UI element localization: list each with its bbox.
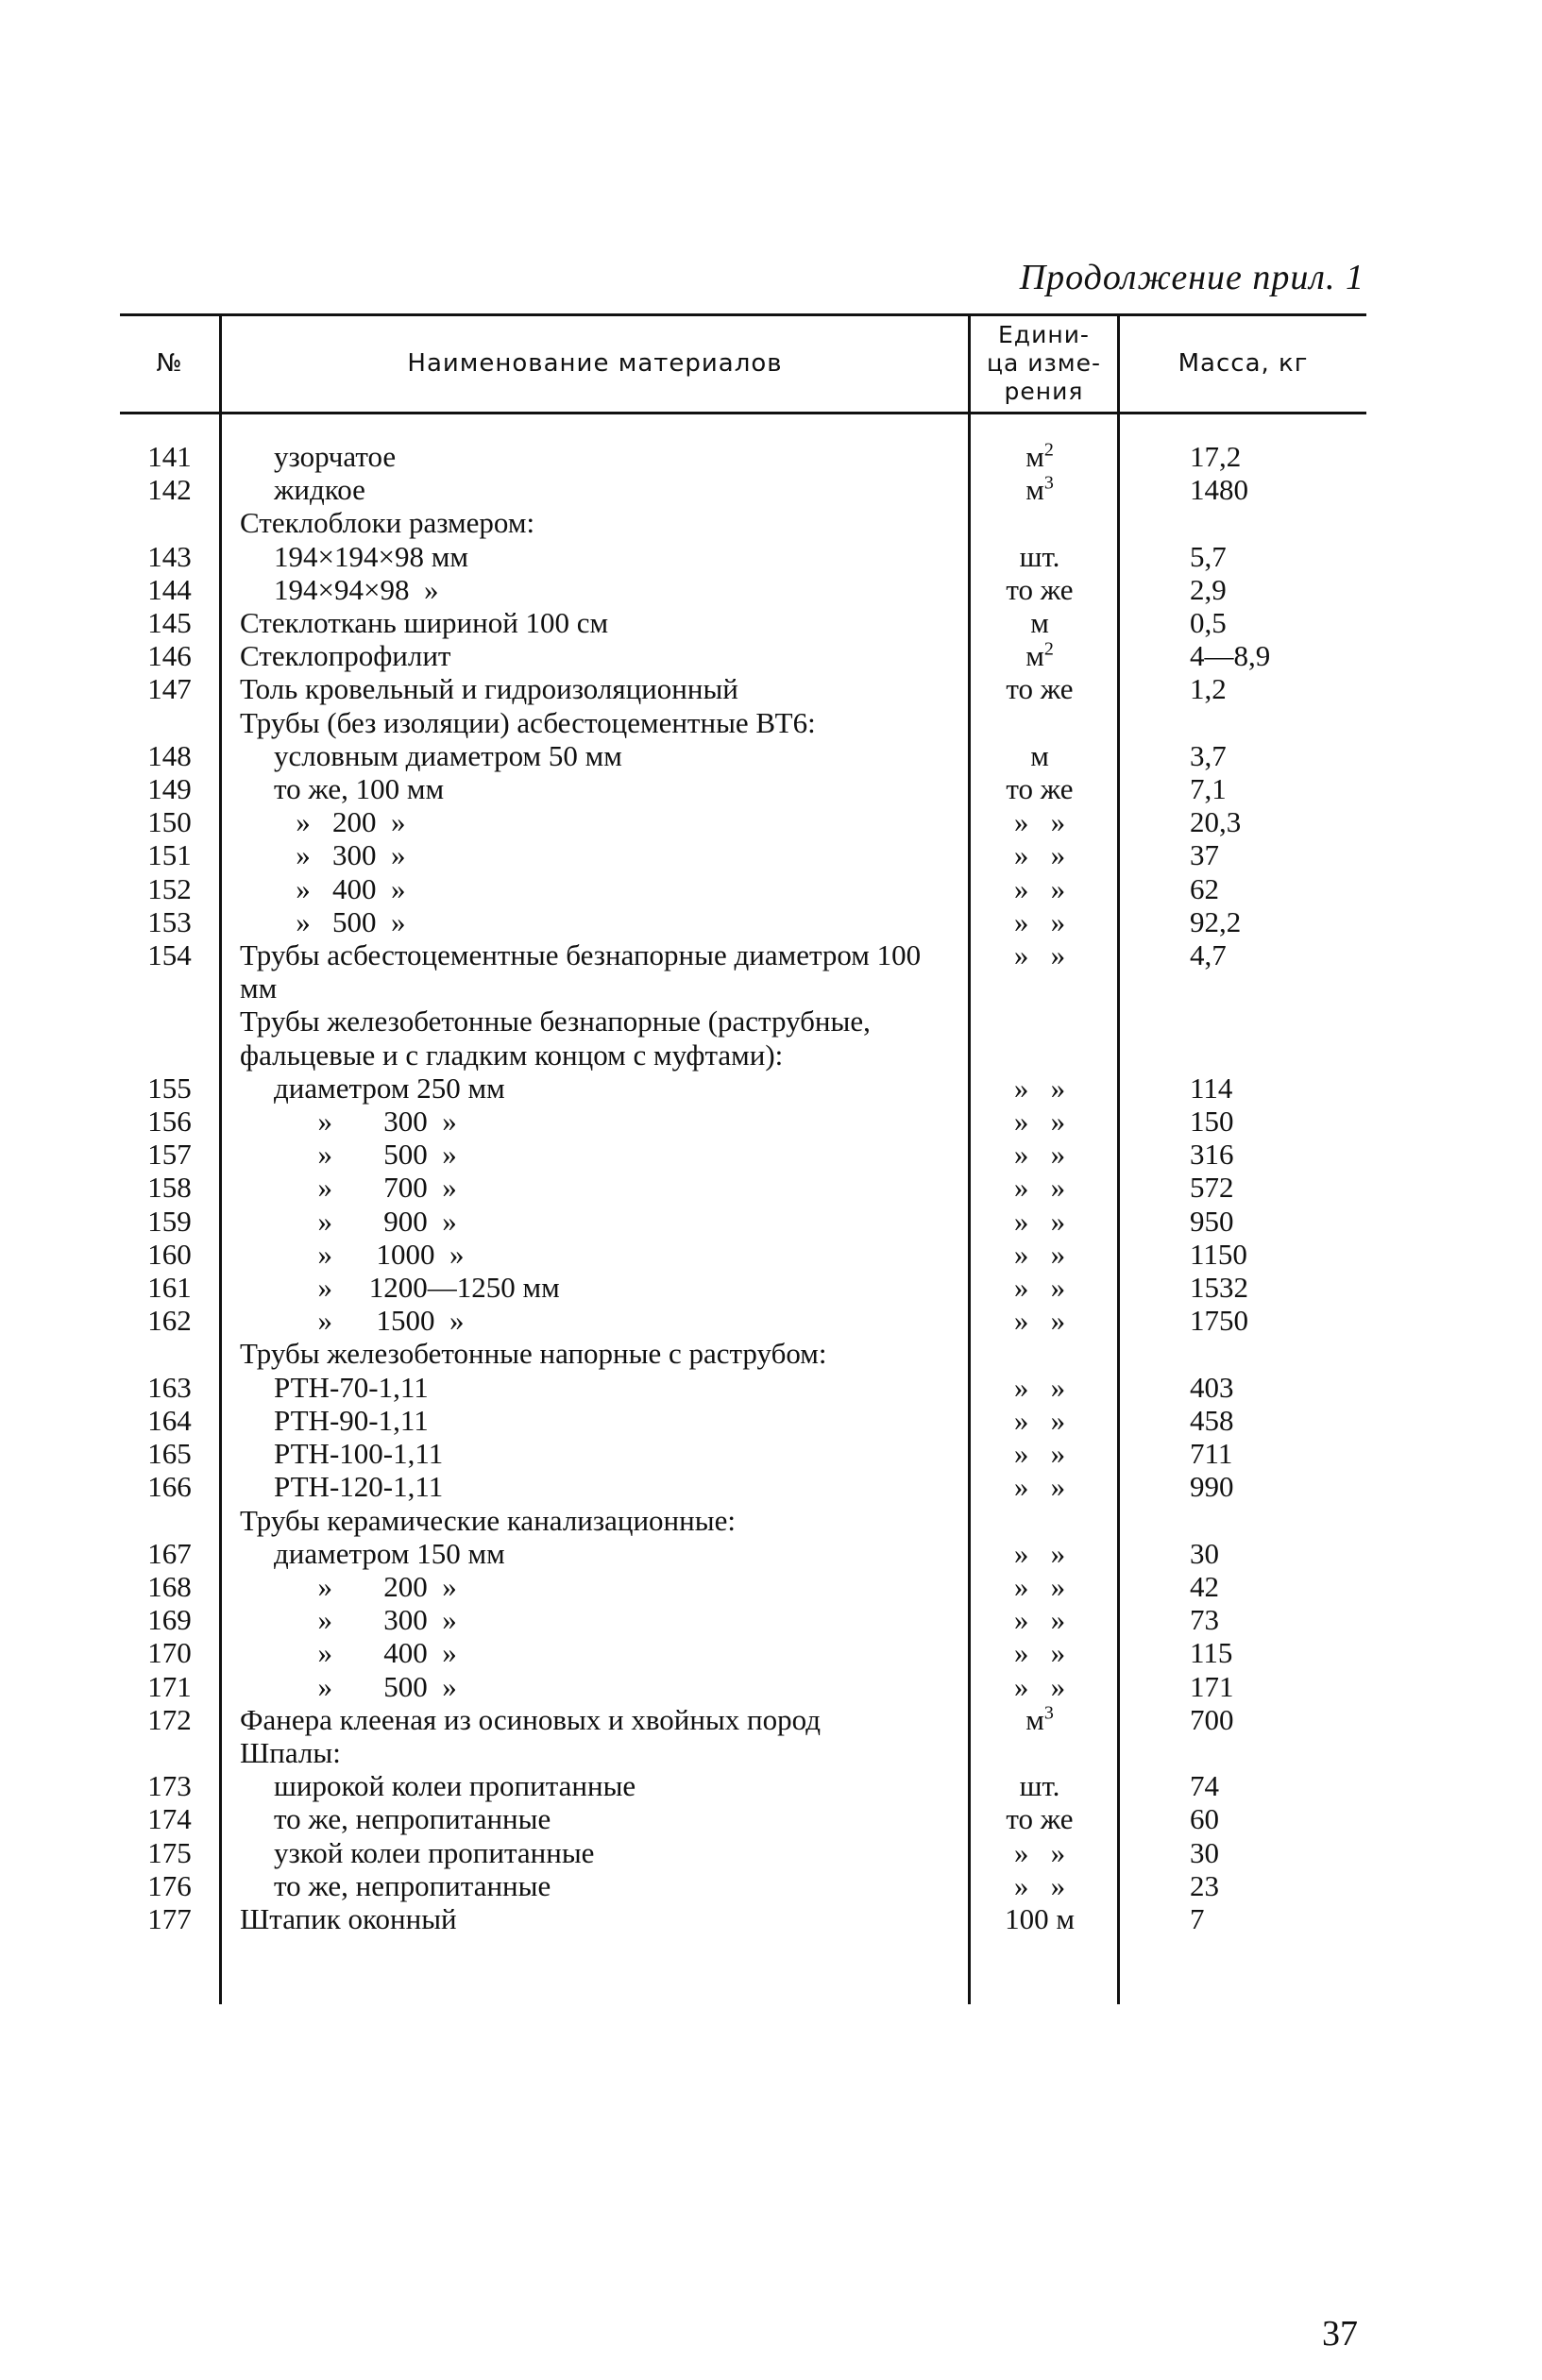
row-unit-text: » » [1013, 1603, 1066, 1637]
row-material-name: » 400 » [274, 871, 406, 905]
row-unit-text: » » [1013, 1105, 1066, 1139]
row-number: 157 [147, 1138, 192, 1172]
row-mass: 171 [1190, 1669, 1234, 1703]
table-row [120, 905, 1366, 938]
row-unit-text: шт. [1019, 1769, 1060, 1803]
row-number: 163 [147, 1370, 192, 1404]
row-material-name: Трубы керамические канализационные: [240, 1503, 736, 1537]
row-number: 158 [147, 1171, 192, 1205]
row-unit-exponent: 3 [1043, 472, 1054, 494]
row-number: 173 [147, 1769, 192, 1803]
row-number: 171 [147, 1669, 192, 1703]
table-row [120, 872, 1366, 905]
row-unit [965, 1603, 1114, 1636]
row-unit [965, 838, 1114, 871]
table-row [120, 938, 1366, 1004]
table-row [120, 1769, 1366, 1802]
row-number: 159 [147, 1204, 192, 1238]
row-unit-text: м [1025, 440, 1044, 473]
row-unit-text: » » [1013, 1470, 1066, 1504]
row-number: 150 [147, 805, 192, 839]
row-unit-text: » » [1013, 805, 1066, 839]
table-row [120, 1869, 1366, 1902]
table-row [120, 1670, 1366, 1703]
row-number: 177 [147, 1901, 192, 1935]
table-row [120, 739, 1366, 772]
row-unit-text: » » [1013, 1370, 1066, 1404]
row-material-name: » 300 » [274, 1603, 457, 1637]
row-material-name: РТН-70-1,11 [274, 1370, 429, 1404]
header-unit-line: ца изме- [986, 349, 1102, 377]
row-mass: 114 [1190, 1071, 1233, 1105]
row-material-name: узкой колеи пропитанные [274, 1835, 595, 1869]
row-material-name: » 300 » [274, 1105, 457, 1139]
row-unit-text: то же [1006, 1802, 1074, 1836]
row-number: 153 [147, 904, 192, 938]
row-mass: 23 [1190, 1868, 1219, 1902]
row-number: 151 [147, 838, 192, 872]
row-material-name: Стеклопрофилит [240, 639, 451, 673]
row-mass: 990 [1190, 1470, 1234, 1504]
table-row [120, 1570, 1366, 1603]
row-mass: 403 [1190, 1370, 1234, 1404]
row-unit-text: » » [1013, 1835, 1066, 1869]
row-unit [965, 1769, 1114, 1802]
row-material-name: 194×194×98 мм [274, 539, 468, 573]
row-unit [965, 672, 1114, 705]
header-number: № [156, 349, 183, 378]
table-row [120, 1105, 1366, 1138]
row-mass: 1750 [1190, 1304, 1248, 1338]
table-row [120, 706, 1366, 739]
row-unit [965, 573, 1114, 606]
row-material-name: » 300 » [274, 838, 406, 872]
row-number: 154 [147, 938, 192, 972]
row-unit [965, 772, 1114, 805]
row-unit [965, 805, 1114, 838]
row-mass: 1,2 [1190, 672, 1227, 706]
table-row [120, 1703, 1366, 1736]
row-unit [965, 1371, 1114, 1404]
row-material-name: » 1000 » [274, 1237, 465, 1271]
row-unit-text: » » [1013, 1304, 1066, 1338]
row-material-name: РТН-100-1,11 [274, 1437, 444, 1471]
row-material-name: » 200 » [274, 1569, 457, 1603]
row-number: 152 [147, 871, 192, 905]
row-unit-text: » » [1013, 1669, 1066, 1703]
row-number: 166 [147, 1470, 192, 1504]
table-row [120, 1171, 1366, 1204]
row-material-name: » 1200—1250 мм [274, 1271, 560, 1305]
row-number: 170 [147, 1636, 192, 1670]
table-body [120, 440, 1366, 1935]
table-row [120, 1603, 1366, 1636]
row-material-name: 194×94×98 » [274, 572, 439, 606]
header-unit [971, 315, 1117, 412]
row-unit-text: » » [1013, 1271, 1066, 1305]
row-unit-text: » » [1013, 1636, 1066, 1670]
row-material-name: узорчатое [274, 440, 397, 473]
row-mass: 458 [1190, 1403, 1234, 1437]
row-unit-exponent: 2 [1043, 638, 1054, 660]
row-material-name: » 500 » [274, 1138, 457, 1172]
row-number: 172 [147, 1702, 192, 1736]
row-number: 147 [147, 672, 192, 706]
row-unit [965, 872, 1114, 905]
table-row [120, 1736, 1366, 1769]
row-unit-text: » » [1013, 938, 1066, 972]
table-row [120, 672, 1366, 705]
row-number: 148 [147, 738, 192, 772]
row-number: 169 [147, 1603, 192, 1637]
row-material-name: Стеклоблоки размером: [240, 506, 535, 540]
row-unit-text: » » [1013, 1071, 1066, 1105]
row-material-name: РТН-90-1,11 [274, 1403, 429, 1437]
row-unit [965, 1404, 1114, 1437]
table-row [120, 1836, 1366, 1869]
row-unit [965, 1802, 1114, 1835]
table-row [120, 1238, 1366, 1271]
row-mass: 4,7 [1190, 938, 1227, 972]
row-mass: 950 [1190, 1204, 1234, 1238]
row-number: 143 [147, 539, 192, 573]
row-material-name: Стеклоткань шириной 100 см [240, 606, 609, 640]
row-material-name: » 700 » [274, 1171, 457, 1205]
row-material-name: Шпалы: [240, 1735, 341, 1769]
row-unit [965, 1470, 1114, 1503]
row-unit [965, 1171, 1114, 1204]
row-unit [965, 1437, 1114, 1470]
row-unit [965, 1902, 1114, 1935]
page-number: 37 [1322, 2314, 1358, 2354]
row-unit [965, 1670, 1114, 1703]
table-row [120, 1004, 1366, 1071]
table-row [120, 1404, 1366, 1437]
row-unit-text: » » [1013, 838, 1066, 872]
row-mass: 3,7 [1190, 738, 1227, 772]
row-material-name: диаметром 250 мм [274, 1071, 505, 1105]
row-material-name: Трубы (без изоляции) асбестоцементные ВТ6: [240, 705, 816, 739]
table-row [120, 473, 1366, 506]
row-unit-text: м [1025, 473, 1044, 507]
row-unit-text: » » [1013, 1536, 1066, 1570]
row-unit-text: » » [1013, 1237, 1066, 1271]
row-unit [965, 1138, 1114, 1171]
row-unit-exponent: 2 [1043, 439, 1054, 461]
table-row [120, 1072, 1366, 1105]
row-number: 156 [147, 1105, 192, 1139]
row-material-name: жидкое [274, 473, 365, 507]
table-caption: Продолжение прил. 1 [1019, 258, 1364, 297]
table-row [120, 540, 1366, 573]
row-mass: 316 [1190, 1138, 1234, 1172]
row-material-name: РТН-120-1,11 [274, 1470, 444, 1504]
row-material-name: Фанера клееная из осиновых и хвойных пород [240, 1702, 822, 1736]
row-unit [965, 1636, 1114, 1669]
row-material-name: Штапик оконный [240, 1901, 457, 1935]
table-row [120, 805, 1366, 838]
row-unit-text: » » [1013, 1569, 1066, 1603]
table-row [120, 1902, 1366, 1935]
row-unit-text: м [1025, 639, 1044, 673]
row-unit [965, 1836, 1114, 1869]
table-row [120, 506, 1366, 539]
row-mass: 711 [1190, 1437, 1233, 1471]
row-unit-text: » » [1013, 1403, 1066, 1437]
header-bottom-rule [120, 412, 1366, 414]
row-material-name: то же, 100 мм [274, 772, 445, 806]
table-row [120, 1205, 1366, 1238]
row-unit [965, 1570, 1114, 1603]
row-material-name: то же, непропитанные [274, 1868, 551, 1902]
row-mass: 73 [1190, 1603, 1219, 1637]
row-material-name: широкой колеи пропитанные [274, 1769, 636, 1803]
row-number: 162 [147, 1304, 192, 1338]
row-mass: 5,7 [1190, 539, 1227, 573]
row-number: 174 [147, 1802, 192, 1836]
table-row [120, 1337, 1366, 1370]
row-mass: 0,5 [1190, 606, 1227, 640]
row-mass: 60 [1190, 1802, 1219, 1836]
row-unit [965, 1238, 1114, 1271]
row-material-name: » 500 » [274, 904, 406, 938]
row-mass: 150 [1190, 1105, 1234, 1139]
row-unit-text: » » [1013, 1868, 1066, 1902]
row-mass: 20,3 [1190, 805, 1242, 839]
table-row [120, 1271, 1366, 1304]
row-mass: 74 [1190, 1769, 1219, 1803]
row-unit [965, 905, 1114, 938]
row-unit [965, 1105, 1114, 1138]
row-mass: 1150 [1190, 1237, 1247, 1271]
row-unit-exponent: 3 [1043, 1702, 1054, 1724]
row-unit-text: м [1030, 738, 1049, 772]
row-number: 155 [147, 1071, 192, 1105]
table-row [120, 1636, 1366, 1669]
row-number: 160 [147, 1237, 192, 1271]
table-row [120, 838, 1366, 871]
row-unit [965, 473, 1114, 506]
row-material-name: » 500 » [274, 1669, 457, 1703]
row-number: 146 [147, 639, 192, 673]
row-material-name: Трубы асбестоцементные безнапорные диаметром 100 мм [240, 938, 928, 1005]
table-row [120, 1470, 1366, 1503]
row-mass: 2,9 [1190, 572, 1227, 606]
row-unit [965, 1869, 1114, 1902]
row-mass: 30 [1190, 1835, 1219, 1869]
row-material-name: Толь кровельный и гидроизоляционный [240, 672, 738, 706]
row-number: 145 [147, 606, 192, 640]
row-unit [965, 938, 1114, 971]
row-number: 165 [147, 1437, 192, 1471]
table-row [120, 1537, 1366, 1570]
row-unit-text: то же [1006, 572, 1074, 606]
row-number: 168 [147, 1569, 192, 1603]
table-row [120, 1437, 1366, 1470]
row-unit-text: » » [1013, 871, 1066, 905]
row-mass: 17,2 [1190, 440, 1242, 473]
row-mass: 37 [1190, 838, 1219, 872]
row-material-name: » 1500 » [274, 1304, 465, 1338]
table-row [120, 1304, 1366, 1337]
row-unit [965, 1537, 1114, 1570]
table-row [120, 1504, 1366, 1537]
row-material-name: условным диаметром 50 мм [274, 738, 622, 772]
row-unit [965, 1205, 1114, 1238]
row-number: 175 [147, 1835, 192, 1869]
row-mass: 7 [1190, 1901, 1205, 1935]
header-unit-line: Едини- [998, 321, 1090, 348]
row-mass: 1532 [1190, 1271, 1248, 1305]
row-unit [965, 1271, 1114, 1304]
row-material-name: » 400 » [274, 1636, 457, 1670]
row-unit-text: » » [1013, 1171, 1066, 1205]
row-mass: 4—8,9 [1190, 639, 1271, 673]
row-unit-text: 100 м [1005, 1901, 1075, 1935]
row-material-name: диаметром 150 мм [274, 1536, 505, 1570]
row-number: 176 [147, 1868, 192, 1902]
row-unit [965, 540, 1114, 573]
table-row [120, 573, 1366, 606]
table-row [120, 1802, 1366, 1835]
row-unit-text: » » [1013, 1204, 1066, 1238]
row-unit-text: шт. [1019, 539, 1060, 573]
table-row [120, 606, 1366, 639]
header-mass: Масса, кг [1178, 349, 1309, 378]
table-row [120, 440, 1366, 473]
row-mass: 92,2 [1190, 904, 1242, 938]
row-material-name: » 200 » [274, 805, 406, 839]
row-unit [965, 440, 1114, 473]
row-mass: 115 [1190, 1636, 1233, 1670]
row-number: 161 [147, 1271, 192, 1305]
row-mass: 30 [1190, 1536, 1219, 1570]
row-unit-text: » » [1013, 1138, 1066, 1172]
row-unit [965, 639, 1114, 672]
row-mass: 572 [1190, 1171, 1234, 1205]
row-material-name: то же, непропитанные [274, 1802, 551, 1836]
row-number: 144 [147, 572, 192, 606]
row-unit-text: м [1030, 606, 1049, 640]
row-unit [965, 1304, 1114, 1337]
table-row [120, 1138, 1366, 1171]
row-mass: 62 [1190, 871, 1219, 905]
row-unit-text: то же [1006, 772, 1074, 806]
row-mass: 42 [1190, 1569, 1219, 1603]
row-mass: 1480 [1190, 473, 1248, 507]
header-unit-line: рения [1004, 378, 1084, 405]
row-number: 164 [147, 1403, 192, 1437]
row-number: 167 [147, 1536, 192, 1570]
row-unit-text: » » [1013, 904, 1066, 938]
row-material-name: Трубы железобетонные напорные с раструбом: [240, 1337, 827, 1371]
row-material-name: » 900 » [274, 1204, 457, 1238]
table-row [120, 772, 1366, 805]
row-number: 149 [147, 772, 192, 806]
row-unit-text: » » [1013, 1437, 1066, 1471]
row-number: 141 [147, 440, 192, 473]
table-row [120, 1371, 1366, 1404]
header-material-name: Наименование материалов [407, 349, 783, 378]
row-unit [965, 1703, 1114, 1736]
row-unit-text: то же [1006, 672, 1074, 706]
row-unit [965, 1072, 1114, 1105]
row-mass: 7,1 [1190, 772, 1227, 806]
row-unit [965, 739, 1114, 772]
table-row [120, 639, 1366, 672]
row-material-name: Трубы железобетонные безнапорные (раструбные, фальцевые и с гладким концом с муфтами): [240, 1004, 878, 1072]
row-mass: 700 [1190, 1702, 1234, 1736]
row-unit [965, 606, 1114, 639]
row-unit-text: м [1025, 1702, 1044, 1736]
row-number: 142 [147, 473, 192, 507]
